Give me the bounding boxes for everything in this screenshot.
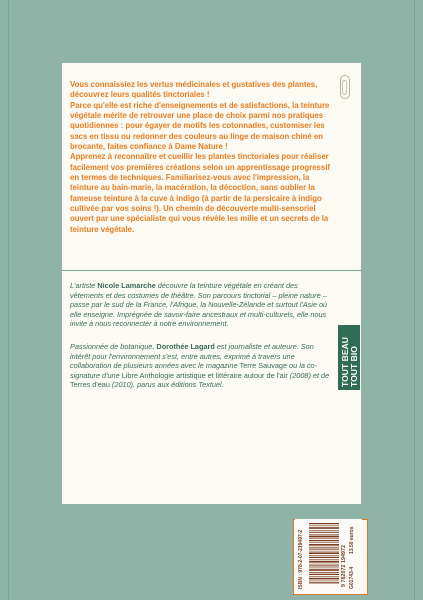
book-title-2: Terres d'eau	[70, 380, 110, 390]
author-name-1: Nicole Lamarche	[97, 281, 156, 290]
bio2-text-3: (2008) et de	[287, 370, 330, 380]
barcode-svg	[295, 519, 362, 593]
book-title-1: Libre Anthologie artistique et littéraire autour de l'air	[121, 370, 288, 380]
isbn-label: ISBN : 978-2-07-219497-2	[298, 529, 304, 589]
magazine-title: Terre Sauvage	[239, 361, 288, 371]
bio2-text-2: ou la co-signature d'une	[70, 361, 318, 380]
bio1-text: découvre la teinture végétale en créant des vêtements et des costumes de théâtre. Son parcours tinctorial – pleine nature – passe par le sud de la France, l'Afrique, la Nouvelle-Zélande et surtout l'Asie où elle enseigne. Imprégnée de savoir-faire ancestraux et multi-culturels, elle nous invite à nous reconnecter à notre environnement.	[70, 281, 328, 329]
description-paragraph-3: Apprenez à reconnaître et cueillir les plantes tinctoriales pour réaliser facilement vos premières créations selon un apprentissage progressif en termes de techniques. Familiarisez-vous avec l'impression, la teinture au bain-marie, la macération, la décoction, sans oublier la fameuse teinture à la cuve à indigo (à partir de la persicaire à indigo cultivée par vos soins !). Un chemin de découverte multi-sensoriel ouvert par une spécialiste qui vous révèle les mille et un secrets de la teinture végétale.	[70, 152, 330, 234]
description	[70, 80, 340, 235]
spine-line-left	[8, 0, 9, 600]
paperclip-icon	[340, 75, 350, 99]
price-label: 13.50 euros	[349, 526, 355, 554]
bio1-prefix: L'artiste	[70, 281, 98, 290]
bio2-prefix: Passionnée de botanique,	[70, 342, 157, 351]
logo-line-1: TOUT BEAU	[340, 337, 350, 387]
description-paragraph-2: Parce qu'elle est riche d'enseignements et de satisfactions, la teinture végétale mérite de retrouver une place de choix parmi nos pratiques quotidiennes : pour égayer de motifs les cotonnades, customiser les sacs en tissu ou redonner des couleurs au linge de maison chiné en brocante, faites confiance à Dame Nature !	[70, 100, 330, 152]
author-bio-1	[70, 281, 332, 329]
author-name-2: Dorothée Lagard	[156, 342, 215, 351]
logo-line-2: TOUT BIO	[349, 346, 359, 387]
description-line-1: Vous connaissiez les vertus médicinales et gustatives des plantes, découvrez leurs qualités tinctoriales !	[70, 80, 318, 100]
text-panel	[62, 63, 361, 504]
barcode-icon	[309, 523, 339, 583]
collection-logo	[338, 325, 360, 390]
spine-line-right	[414, 0, 415, 600]
bio2-text-4: (2010), parus aux éditions Textuel.	[109, 380, 224, 390]
ean-digits: 9 782072 194972	[341, 545, 347, 587]
product-code: G01743-4	[349, 566, 355, 589]
barcode-block	[295, 519, 362, 593]
author-bio-2	[70, 342, 332, 390]
divider	[62, 270, 361, 271]
bio2-text-1: est journaliste et auteure. Son intérêt pour l'environnement s'est, entre autres, exprimé à travers une collaboration de plusieurs années avec le magazine	[70, 342, 314, 371]
